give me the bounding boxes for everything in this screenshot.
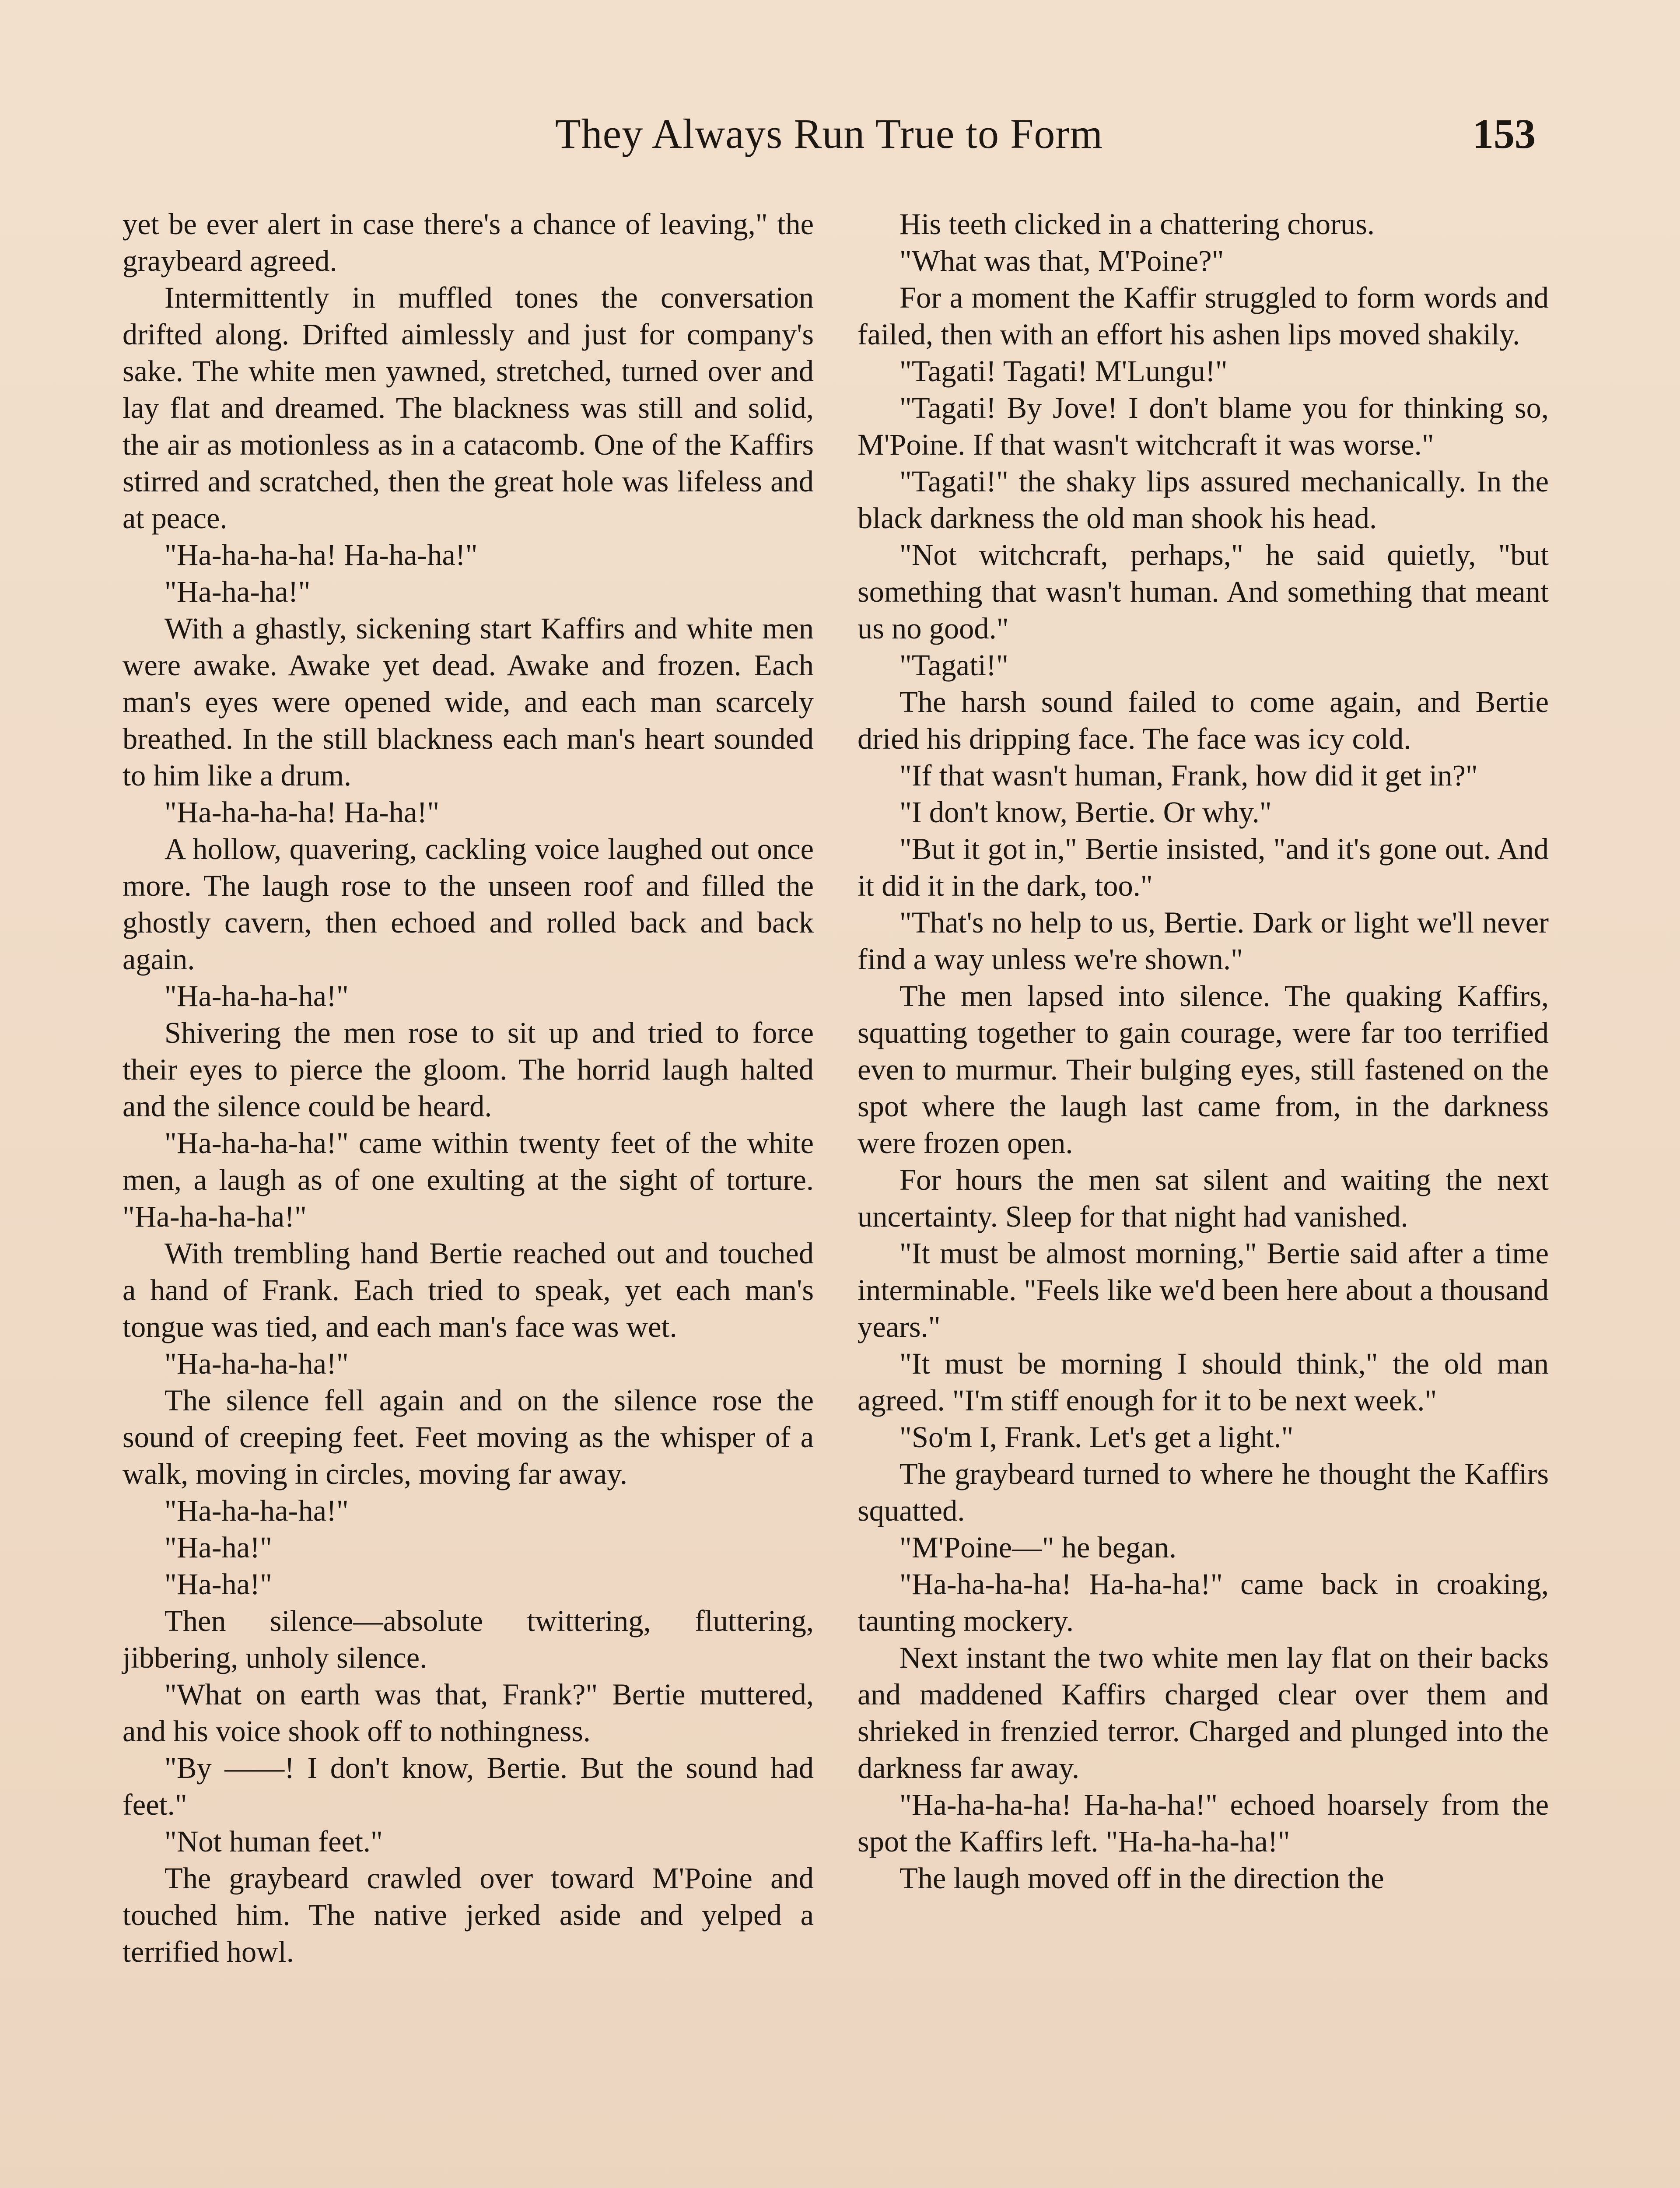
paragraph: "Ha-ha-ha-ha!"	[164, 979, 349, 1013]
running-title: They Always Run True to Form	[555, 110, 1103, 157]
paragraph: "If that wasn't human, Frank, how did it get in?"	[899, 759, 1478, 792]
paragraph: The graybeard turned to where he thought the Kaffirs squatted.	[858, 1457, 1549, 1527]
paragraph: Next instant the two white men lay flat on their backs and maddened Kaffirs charged clear over them and shrieked in frenzied terror. Charged and plunged into the darkness far away.	[858, 1641, 1549, 1785]
paragraph: "M'Poine—" he began.	[899, 1531, 1177, 1564]
paragraph: "Not human feet."	[164, 1825, 383, 1858]
paragraph: "Ha-ha-ha-ha!"	[164, 1347, 349, 1380]
paragraph: The men lapsed into silence. The quaking Kaffirs, squatting together to gain courage, were far too terrified even to murmur. Their bulging eyes, still fastened on the spot where the laugh last came from, in the darkness were frozen open.	[858, 979, 1549, 1160]
paragraph: "So'm I, Frank. Let's get a light."	[899, 1420, 1294, 1454]
paragraph: "By ——! I don't know, Bertie. But the sound had feet."	[122, 1751, 814, 1821]
paragraph: "But it got in," Bertie insisted, "and it's gone out. And it did it in the dark, too."	[858, 832, 1549, 902]
page-header	[122, 109, 1536, 175]
paragraph: "Ha-ha-ha-ha!" came within twenty feet of the white men, a laugh as of one exulting at the sight of torture. "Ha-ha-ha-ha!"	[122, 1126, 814, 1233]
paragraph: With a ghastly, sickening start Kaffirs and white men were awake. Awake yet dead. Awake and frozen. Each man's eyes were opened wide, and each man scarcely breathed. In the still blackness each man's heart sounded to him like a drum.	[122, 612, 814, 792]
paragraph: "Ha-ha-ha-ha! Ha-ha-ha!" echoed hoarsely from the spot the Kaffirs left. "Ha-ha-ha-ha!"	[858, 1788, 1549, 1858]
paragraph: The silence fell again and on the silence rose the sound of creeping feet. Feet moving as the whisper of a walk, moving in circles, moving far away.	[122, 1384, 814, 1490]
paragraph: "Tagati!"	[899, 649, 1008, 682]
paragraph: "It must be morning I should think," the old man agreed. "I'm stiff enough for it to be next week."	[858, 1347, 1549, 1417]
paragraph: For a moment the Kaffir struggled to form words and failed, then with an effort his ashen lips moved shakily.	[858, 281, 1549, 351]
left-text-column	[122, 206, 814, 2188]
page-number: 153	[1473, 110, 1536, 157]
paragraph: For hours the men sat silent and waiting the next uncertainty. Sleep for that night had vanished.	[858, 1163, 1549, 1233]
paragraph: "Tagati! By Jove! I don't blame you for thinking so, M'Poine. If that wasn't witchcraft it was worse."	[858, 391, 1549, 461]
paragraph: Then silence—absolute twittering, fluttering, jibbering, unholy silence.	[122, 1604, 814, 1674]
paragraph: The harsh sound failed to come again, and Bertie dried his dripping face. The face was icy cold.	[858, 685, 1549, 755]
paragraph: "That's no help to us, Bertie. Dark or light we'll never find a way unless we're shown."	[858, 906, 1549, 976]
paragraph: "Ha-ha!"	[164, 1567, 272, 1601]
paragraph: "It must be almost morning," Bertie said after a time interminable. "Feels like we'd been here about a thousand years."	[858, 1237, 1549, 1343]
paragraph: "Tagati! Tagati! M'Lungu!"	[899, 354, 1228, 388]
paragraph: The graybeard crawled over toward M'Poine and touched him. The native jerked aside and yelped a terrified howl.	[122, 1862, 814, 1968]
paragraph: The laugh moved off in the direction the	[899, 1862, 1384, 1895]
paragraph: "Ha-ha-ha!"	[164, 575, 311, 608]
paragraph: His teeth clicked in a chattering chorus.	[899, 207, 1375, 241]
paragraph: "Tagati!" the shaky lips assured mechanically. In the black darkness the old man shook his head.	[858, 465, 1549, 535]
paragraph: Intermittently in muffled tones the conversation drifted along. Drifted aimlessly and just for company's sake. The white men yawned, stretched, turned over and lay flat and dreamed. The blackness was still and solid, the air as motionless as in a catacomb. One of the Kaffirs stirred and scratched, then the great hole was lifeless and at peace.	[122, 281, 814, 535]
paragraph: "Not witchcraft, perhaps," he said quietly, "but something that wasn't human. And something that meant us no good."	[858, 538, 1549, 645]
paragraph: Shivering the men rose to sit up and tried to force their eyes to pierce the gloom. The horrid laugh halted and the silence could be heard.	[122, 1016, 814, 1123]
paragraph: A hollow, quavering, cackling voice laughed out once more. The laugh rose to the unseen roof and filled the ghostly cavern, then echoed and rolled back and back again.	[122, 832, 814, 976]
right-text-column	[858, 206, 1549, 2188]
paragraph: "What on earth was that, Frank?" Bertie muttered, and his voice shook off to nothingness.	[122, 1678, 814, 1748]
paragraph: yet be ever alert in case there's a chance of leaving," the graybeard agreed.	[122, 207, 814, 277]
paragraph: With trembling hand Bertie reached out and touched a hand of Frank. Each tried to speak, yet each man's tongue was tied, and each man's face was wet.	[122, 1237, 814, 1343]
paragraph: "Ha-ha-ha-ha! Ha-ha!"	[164, 796, 440, 829]
paragraph: "Ha-ha-ha-ha!"	[164, 1494, 349, 1527]
paragraph: "Ha-ha-ha-ha! Ha-ha-ha!"	[164, 538, 478, 572]
paragraph: "Ha-ha-ha-ha! Ha-ha-ha!" came back in croaking, taunting mockery.	[858, 1567, 1549, 1637]
paragraph: "What was that, M'Poine?"	[899, 244, 1224, 277]
paragraph: "Ha-ha!"	[164, 1531, 272, 1564]
paragraph: "I don't know, Bertie. Or why."	[899, 796, 1272, 829]
